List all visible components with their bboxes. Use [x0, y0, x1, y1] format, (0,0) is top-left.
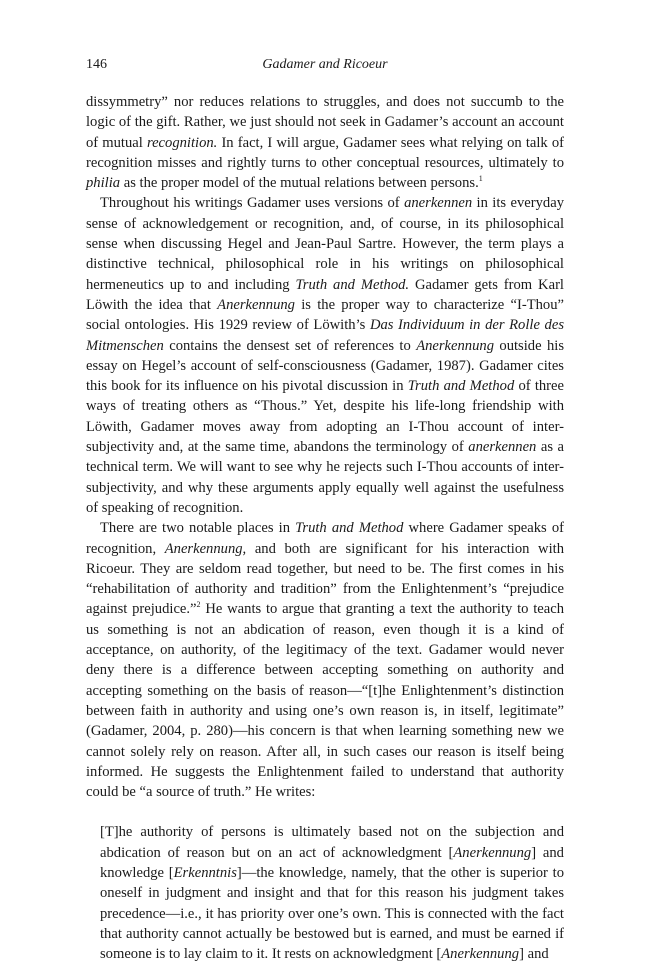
paragraph-1: dissymmetry” nor reduces relations to struggles, and does not succumb to the logic of the gift. Rather, we just should not seek in Gadamer’s account an account of mutual recognition. In fact, I will argue, Gadamer sees what relying on talk of recognition misses and rightly turns to other conceptual resources, ultimately to philia as the proper model of the mutual relations between persons.$^1$	[86, 94, 564, 192]
running-title: Gadamer and Ricoeur	[262, 57, 388, 72]
emphasis: recognition.	[146, 134, 218, 151]
footnote-marker: 1	[478, 174, 483, 184]
emphasis: philia	[86, 175, 121, 192]
paragraph-2: Throughout his writings Gadamer uses versions of anerkennen in its everyday sense of acknowledgement or recognition, and, of course, in its philosophical sense when discussing Hegel and Jean-Paul Sartre. However, the term plays a distinctive technical, philosophical role in his writings on philosophical hermeneutics up to and including Truth and Method. Gadamer gets from Karl Löwith the idea that Anerkennung is the proper way to characterize “I-Thou” social ontologies. His 1929 review of Löwith’s Das Individuum in der Rolle des Mitmenschen contains the densest set of references to Anerkennung outside his essay on Hegel’s account of self-consciousness (Gadamer, 1987). Gadamer cites this book for its influence on his pivotal discussion in Truth and Method of three ways of treating others as “Thous.” Yet, despite his life-long friendship with Löwith, Gadamer moves away from adopting an I-Thou account of inter-subjectivity and, at the same time, abandons the terminology of anerkennen as a technical term. We will want to see why he rejects such I-Thou accounts of inter-subjectivity, and why these arguments apply equally well against the usefulness of speaking of recognition.	[86, 195, 565, 516]
footnote-marker: 2	[196, 600, 201, 610]
page-header	[86, 57, 564, 77]
body-text	[86, 92, 564, 964]
block-quote: [T]he authority of persons is ultimately based not on the subjection and abdication of reason but on an act of acknowledgment [Anerkennung] and knowledge [Erkenntnis]—the knowledge, namely, that the other is superior to oneself in judgment and insight and that for this reason his judgment takes precedence—i.e., it has priority over one’s own. This is connected with the fact that authority cannot actually be bestowed but is earned, and must be earned if someone is to lay claim to it. It rests on acknowledgment [Anerkennung] and	[100, 824, 564, 963]
paragraph-3: There are two notable places in Truth and Method where Gadamer speaks of recognition, Anerkennung, and both are significant for his interaction with Ricoeur. They are seldom read together, but need to be. The first comes in his “rehabilitation of authority and tradition” from the Enlightenment’s “prejudice against prejudice.”$^2$ He wants to argue that granting a text the authority to teach us something is not an abdication of reason, even though it is a kind of acceptance, on authority, of the legitimacy of the text. Gadamer would never deny there is a difference between accepting something on authority and accepting something on the basis of reason—“[t]he Enlightenment’s distinction between faith in authority and using one’s own reason is, in itself, legitimate” (Gadamer, 2004, p. 280)—his concern is that when learning something new we cannot solely rely on reason. After all, in such cases our reason is itself being informed. He suggests the Enlightenment failed to understand that authority could be “a source of truth.” He writes:	[86, 520, 565, 801]
page-number: 146	[86, 57, 107, 72]
